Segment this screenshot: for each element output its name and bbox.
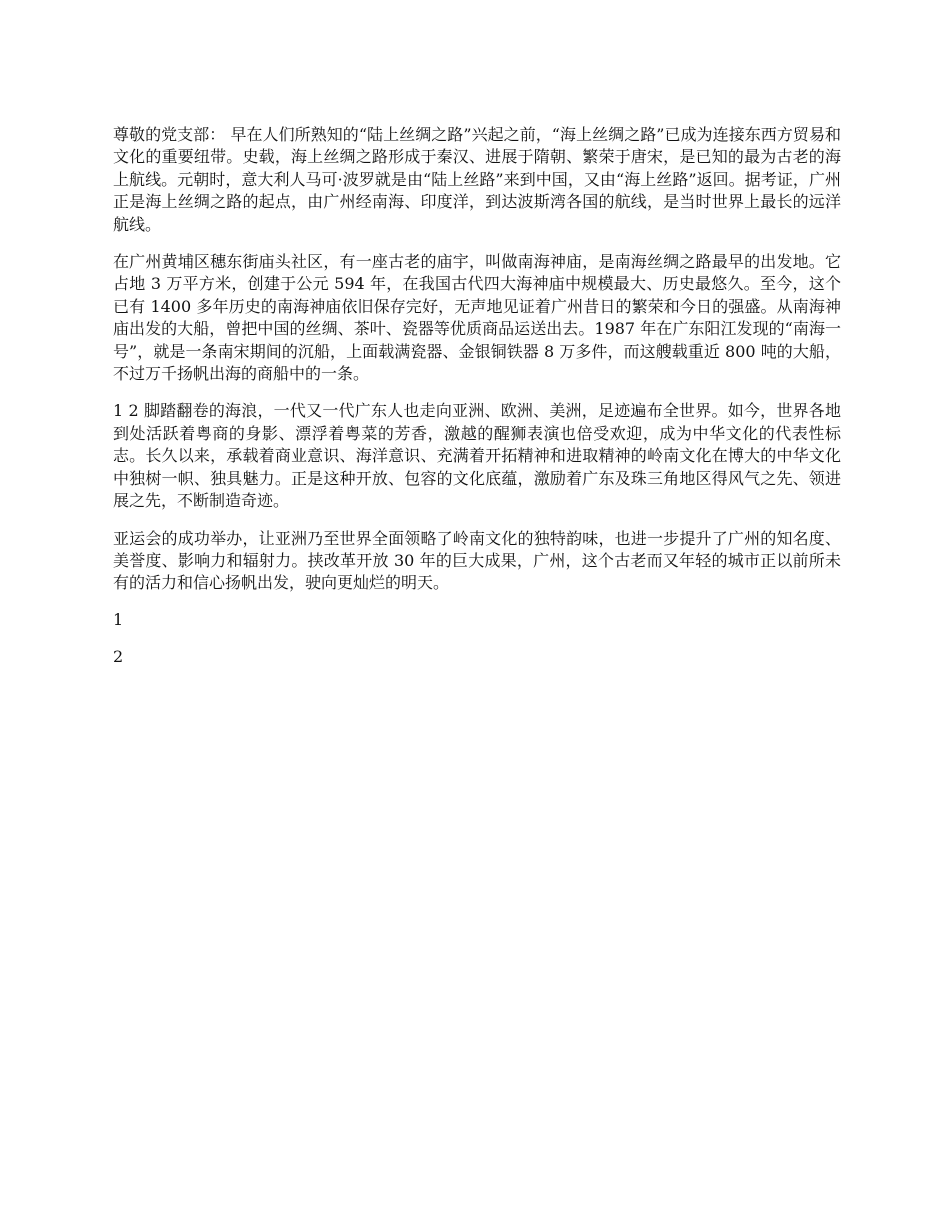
paragraph-asian-games: 亚运会的成功举办，让亚洲乃至世界全面领略了岭南文化的独特韵味，也进一步提升了广州的知名度、美誉度、影响力和辐射力。挟改革开放 30 年的巨大成果，广州，这个古老而又年轻的城市正以前所未有的活力和信心扬帆出发，驶向更灿烂的明天。 bbox=[113, 528, 841, 593]
paragraph-nanhai-temple: 在广州黄埔区穗东街庙头社区，有一座古老的庙宇，叫做南海神庙，是南海丝绸之路最早的出发地。它占地 3 万平方米，创建于公元 594 年，在我国古代四大海神庙中规模最大、历史最悠久。至今，这个已有 1400 多年历史的南海神庙依旧保存完好，无声地见证着广州昔日的繁荣和今日的强盛。从南海神庙出发的大船，曾把中国的丝绸、茶叶、瓷器等优质商品运送出去。1987 年在广东阳江发现的“南海一号”，就是一条南宋期间的沉船，上面载满瓷器、金银铜铁器 8 万多件，而这艘载重近 800 吨的大船，不过万千扬帆出海的商船中的一条。 bbox=[113, 252, 841, 384]
paragraph-maritime-silk-road: 尊敬的党支部： 早在人们所熟知的“陆上丝绸之路”兴起之前，“海上丝绸之路”已成为连接东西方贸易和文化的重要纽带。史载，海上丝绸之路形成于秦汉、进展于隋朝、繁荣于唐宋，是已知的最为古老的海上航线。元朝时，意大利人马可·波罗就是由“陆上丝路”来到中国，又由“海上丝路”返回。据考证，广州正是海上丝绸之路的起点，由广州经南海、印度洋，到达波斯湾各国的航线，是当时世界上最长的远洋航线。 bbox=[113, 125, 841, 234]
page-number-2: 2 bbox=[113, 646, 124, 666]
page-number-1: 1 bbox=[113, 609, 124, 629]
document-body bbox=[113, 124, 841, 684]
paragraph-lingnan-culture: 1 2 脚踏翻卷的海浪，一代又一代广东人也走向亚洲、欧洲、美洲，足迹遍布全世界。如今，世界各地到处活跃着粤商的身影、漂浮着粤菜的芳香，激越的醒狮表演也倍受欢迎，成为中华文化的代表性标志。长久以来，承载着商业意识、海洋意识、充满着开拓精神和进取精神的岭南文化在博大的中华文化中独树一帜、独具魅力。正是这种开放、包容的文化底蕴，激励着广东及珠三角地区得风气之先、领进展之先，不断制造奇迹。 bbox=[113, 401, 841, 511]
